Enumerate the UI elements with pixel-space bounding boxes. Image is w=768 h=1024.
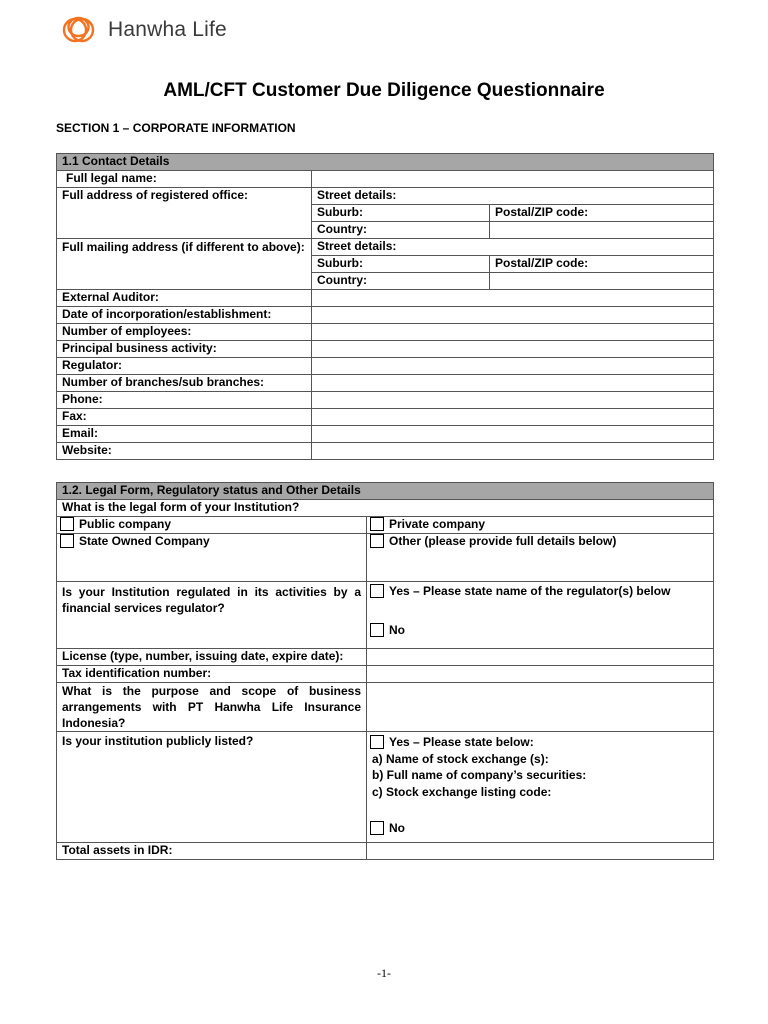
page-number: -1- [377, 966, 391, 980]
listed-no-checkbox[interactable] [370, 821, 384, 835]
tax-id-label: Tax identification number: [57, 666, 367, 683]
branches-field[interactable] [312, 375, 714, 392]
state-owned-option[interactable] [57, 534, 367, 582]
regulated-question: Is your Institution regulated in its activities by a financial services regulator? [62, 585, 361, 615]
state-owned-label: State Owned Company [79, 534, 210, 548]
mailing-address-text: Full mailing address (if different to above): [62, 240, 305, 254]
listed-b-label: b) Full name of company’s securities: [372, 768, 587, 782]
registered-postal-field[interactable]: Postal/ZIP code: [490, 205, 714, 222]
listed-a-label: a) Name of stock exchange (s): [372, 751, 549, 766]
legal-form-table [56, 482, 714, 860]
license-field[interactable] [367, 649, 714, 666]
regulator-field[interactable] [312, 358, 714, 375]
state-owned-checkbox[interactable] [60, 534, 74, 548]
purpose-question: What is the purpose and scope of business arrangements with PT Hanwha Life Insurance Indonesia? [62, 684, 361, 730]
total-assets-label: Total assets in IDR: [57, 843, 367, 860]
listed-yes-checkbox[interactable] [370, 735, 384, 749]
mailing-country-field[interactable]: Country: [312, 273, 490, 290]
regulated-no-checkbox[interactable] [370, 623, 384, 637]
phone-field[interactable] [312, 392, 714, 409]
contact-row-label: Website: [57, 443, 312, 460]
fax-field[interactable] [312, 409, 714, 426]
mailing-country-value[interactable] [490, 273, 714, 290]
listed-question: Is your institution publicly listed? [57, 732, 367, 843]
business-activity-field[interactable] [312, 341, 714, 358]
registered-street-field[interactable]: Street details: [312, 188, 714, 205]
mailing-postal-field[interactable]: Postal/ZIP code: [490, 256, 714, 273]
other-checkbox[interactable] [370, 534, 384, 548]
contact-row-label: Phone: [57, 392, 312, 409]
listed-answer-cell [367, 732, 714, 843]
regulated-yes-label: Yes – Please state name of the regulator(s) below [389, 584, 671, 598]
listed-no-option[interactable] [372, 820, 708, 837]
other-label: Other (please provide full details below) [389, 534, 617, 548]
listed-no-label: No [389, 821, 405, 835]
mailing-address-label [57, 239, 312, 290]
public-company-label: Public company [79, 517, 172, 531]
email-field[interactable] [312, 426, 714, 443]
logo-text: Hanwha Life [108, 18, 227, 41]
registered-country-value[interactable] [490, 222, 714, 239]
contact-row-label: Principal business activity: [57, 341, 312, 358]
incorporation-date-field[interactable] [312, 307, 714, 324]
contact-row-label: Fax: [57, 409, 312, 426]
regulated-no-option[interactable] [372, 623, 708, 638]
private-company-option[interactable] [367, 517, 714, 534]
contact-row-label: Regulator: [57, 358, 312, 375]
external-auditor-field[interactable] [312, 290, 714, 307]
contact-row-label: Number of branches/sub branches: [57, 375, 312, 392]
mailing-suburb-field[interactable]: Suburb: [312, 256, 490, 273]
website-field[interactable] [312, 443, 714, 460]
full-legal-name-field[interactable] [312, 171, 714, 188]
license-label: License (type, number, issuing date, expire date): [57, 649, 367, 666]
public-company-checkbox[interactable] [60, 517, 74, 531]
regulated-answer-cell [367, 582, 714, 649]
document-title: AML/CFT Customer Due Diligence Questionnaire [163, 80, 605, 101]
hanwha-tri-circle-icon [58, 13, 102, 47]
listed-yes-label: Yes – Please state below: [389, 735, 534, 749]
contact-row-label: Number of employees: [57, 324, 312, 341]
employees-field[interactable] [312, 324, 714, 341]
regulated-question-cell [57, 582, 367, 649]
contact-details-table [56, 153, 714, 460]
contact-row-label: Email: [57, 426, 312, 443]
legal-form-question: What is the legal form of your Institution? [57, 500, 714, 517]
regulated-no-label: No [389, 623, 405, 637]
registered-suburb-field[interactable]: Suburb: [312, 205, 490, 222]
contact-details-header: 1.1 Contact Details [57, 154, 714, 171]
regulated-yes-checkbox[interactable] [370, 584, 384, 598]
other-option[interactable] [367, 534, 714, 582]
listed-yes-option[interactable] [372, 734, 708, 751]
full-legal-name-label: Full legal name: [57, 171, 312, 188]
private-company-checkbox[interactable] [370, 517, 384, 531]
contact-row-label: Date of incorporation/establishment: [57, 307, 312, 324]
regulated-yes-option[interactable] [372, 584, 708, 599]
legal-form-header: 1.2. Legal Form, Regulatory status and Other Details [57, 483, 714, 500]
total-assets-field[interactable] [367, 843, 714, 860]
purpose-question-cell [57, 683, 367, 732]
mailing-street-field[interactable]: Street details: [312, 239, 714, 256]
private-company-label: Private company [389, 517, 486, 531]
public-company-option[interactable] [57, 517, 367, 534]
contact-row-label: External Auditor: [57, 290, 312, 307]
listed-c-label: c) Stock exchange listing code: [372, 784, 552, 799]
purpose-field[interactable] [367, 683, 714, 732]
section-title: SECTION 1 – CORPORATE INFORMATION [56, 121, 296, 135]
registered-country-field[interactable]: Country: [312, 222, 490, 239]
registered-address-label: Full address of registered office: [57, 188, 312, 239]
tax-id-field[interactable] [367, 666, 714, 683]
hanwha-logo [58, 12, 227, 48]
